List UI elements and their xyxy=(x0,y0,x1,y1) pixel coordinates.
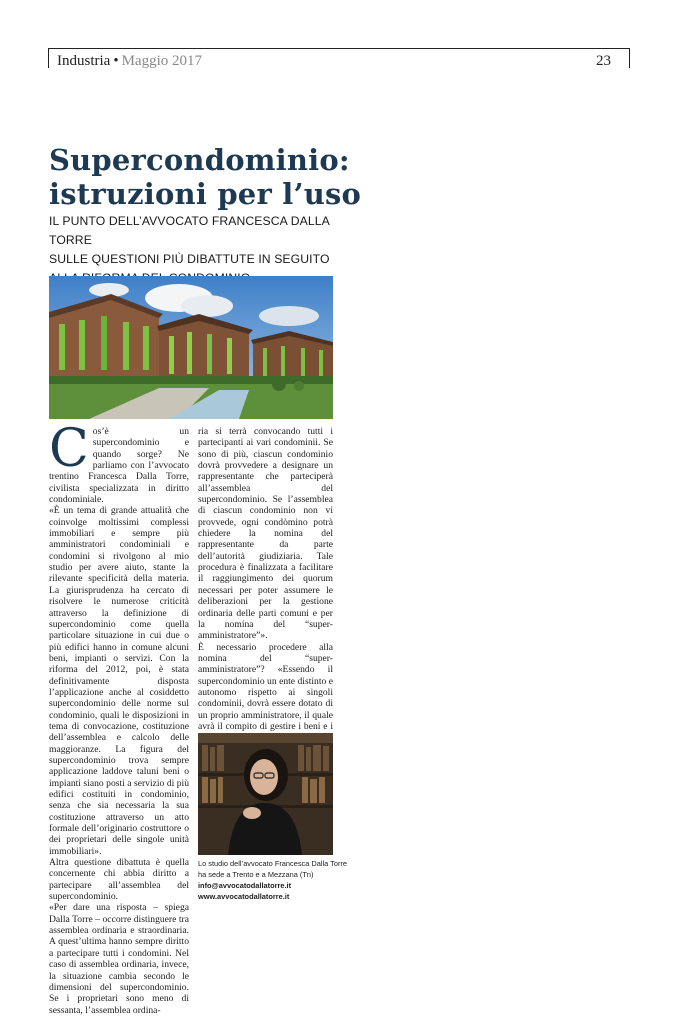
page-number: 23 xyxy=(596,53,611,69)
paragraph-quote-1: «È un tema di grande attualità che coinvolge moltissimi complessi immobiliari e sempre più amministratori condominiali e condomini si rivolgono al mio studio per avere aiuto, stante la rilevante specificità della materia. La giurisprudenza ha cercato di risolvere le numerose criticità attraverso la definizione di supercondominio come quella particolare situazione in cui due o più edifici hanno in comune alcuni beni, impianti o servizi. Con la riforma del 2012, poi, è stata definitivamente disposta l’applicazione anche al cosiddetto supercondominio delle norme sul condominio, quali le disposizioni in tema di convocazione, costituzione dell’assemblea e calcolo delle maggioranze. La figura del supercondominio trova sempre applicazione laddove taluni beni o impianti siano posti a servizio di più edifici costituiti in condominio, senza che sia necessaria la sua costituzione attraverso un atto formale dell’originario costruttore o dei proprietari delle singole unità immobiliari». xyxy=(49,505,189,857)
header-rule-left-tick xyxy=(48,48,49,68)
issue-date: Maggio 2017 xyxy=(121,53,203,69)
header-section xyxy=(57,53,202,70)
portrait-photo xyxy=(198,733,333,855)
caption-line-2: ha sede a Trento e a Mezzana (Tn) xyxy=(198,870,314,879)
section-name: Industria xyxy=(57,53,111,69)
paragraph-continuation: ria si terrà convocando tutti i partecipanti ai vari condominii. Se sono di più, ciascun condominio dovrà provvedere a designare un rappresentante che parteciperà all’assemblea del supercondominio. Se l’assemblea di ciascun condominio non vi provvede, ogni condòmino potrà chiedere la nomina del rappresentante da parte dell’autorità giudiziaria. Tale procedura è finalizzata a facilitare il raggiungimento dei quorum necessari per poter assumere le deliberazioni per la gestione ordinaria delle parti comuni e per la nomina del “super-amministratore”». xyxy=(198,426,333,642)
photo-caption xyxy=(198,858,348,902)
paragraph-question-3: È necessario procedere alla nomina del “super-amministratore”? «Essendo il supercondominio un ente distinto e autonomo rispetto ai singoli condominii, dovrà essere dotato di un proprio amministratore, il quale avrà il compito di gestire i beni e i xyxy=(198,641,333,732)
title-line-2: istruzioni per l’uso xyxy=(49,177,362,211)
paragraph-intro: os’è un supercondominio e quando sorge? Ne parliamo con l’avvocato trentino Francesca Dalla Torre, civilista specializzata in diritto condominiale. xyxy=(49,426,189,506)
paragraph-question-2: Altra questione dibattuta è quella concernente chi abbia diritto a partecipare all’assemblea del supercondominio. xyxy=(49,857,189,903)
contact-email[interactable]: info@avvocatodallatorre.it xyxy=(198,881,292,890)
subtitle-line-2: SULLE QUESTIONI PIÙ DIBATTUTE IN SEGUITO xyxy=(49,252,330,266)
separator-dot: • xyxy=(113,53,119,69)
building-photo xyxy=(49,276,333,419)
title-line-1: Supercondominio: xyxy=(49,143,350,177)
subtitle-line-1: IL PUNTO DELL’AVVOCATO FRANCESCA DALLA TORRE xyxy=(49,214,330,247)
contact-website[interactable]: www.avvocatodallatorre.it xyxy=(198,892,290,901)
article-title xyxy=(49,143,369,211)
article-column-1 xyxy=(49,419,189,1016)
header-rule xyxy=(48,48,630,49)
paragraph-quote-2: «Per dare una risposta – spiega Dalla Torre – occorre distinguere tra assemblea ordinaria e straordinaria. A quest’ultima hanno sempre diritto a partecipare tutti i condomini. Nel caso di assemblea ordinaria, invece, la situazione cambia secondo le dimensioni del supercondominio. Se i proprietari sono meno di sessanta, l’assemblea ordina- xyxy=(49,902,189,1016)
header-rule-right-tick xyxy=(629,48,630,68)
drop-cap: C xyxy=(49,419,89,479)
caption-line-1: Lo studio dell’avvocato Francesca Dalla Torre xyxy=(198,859,347,868)
